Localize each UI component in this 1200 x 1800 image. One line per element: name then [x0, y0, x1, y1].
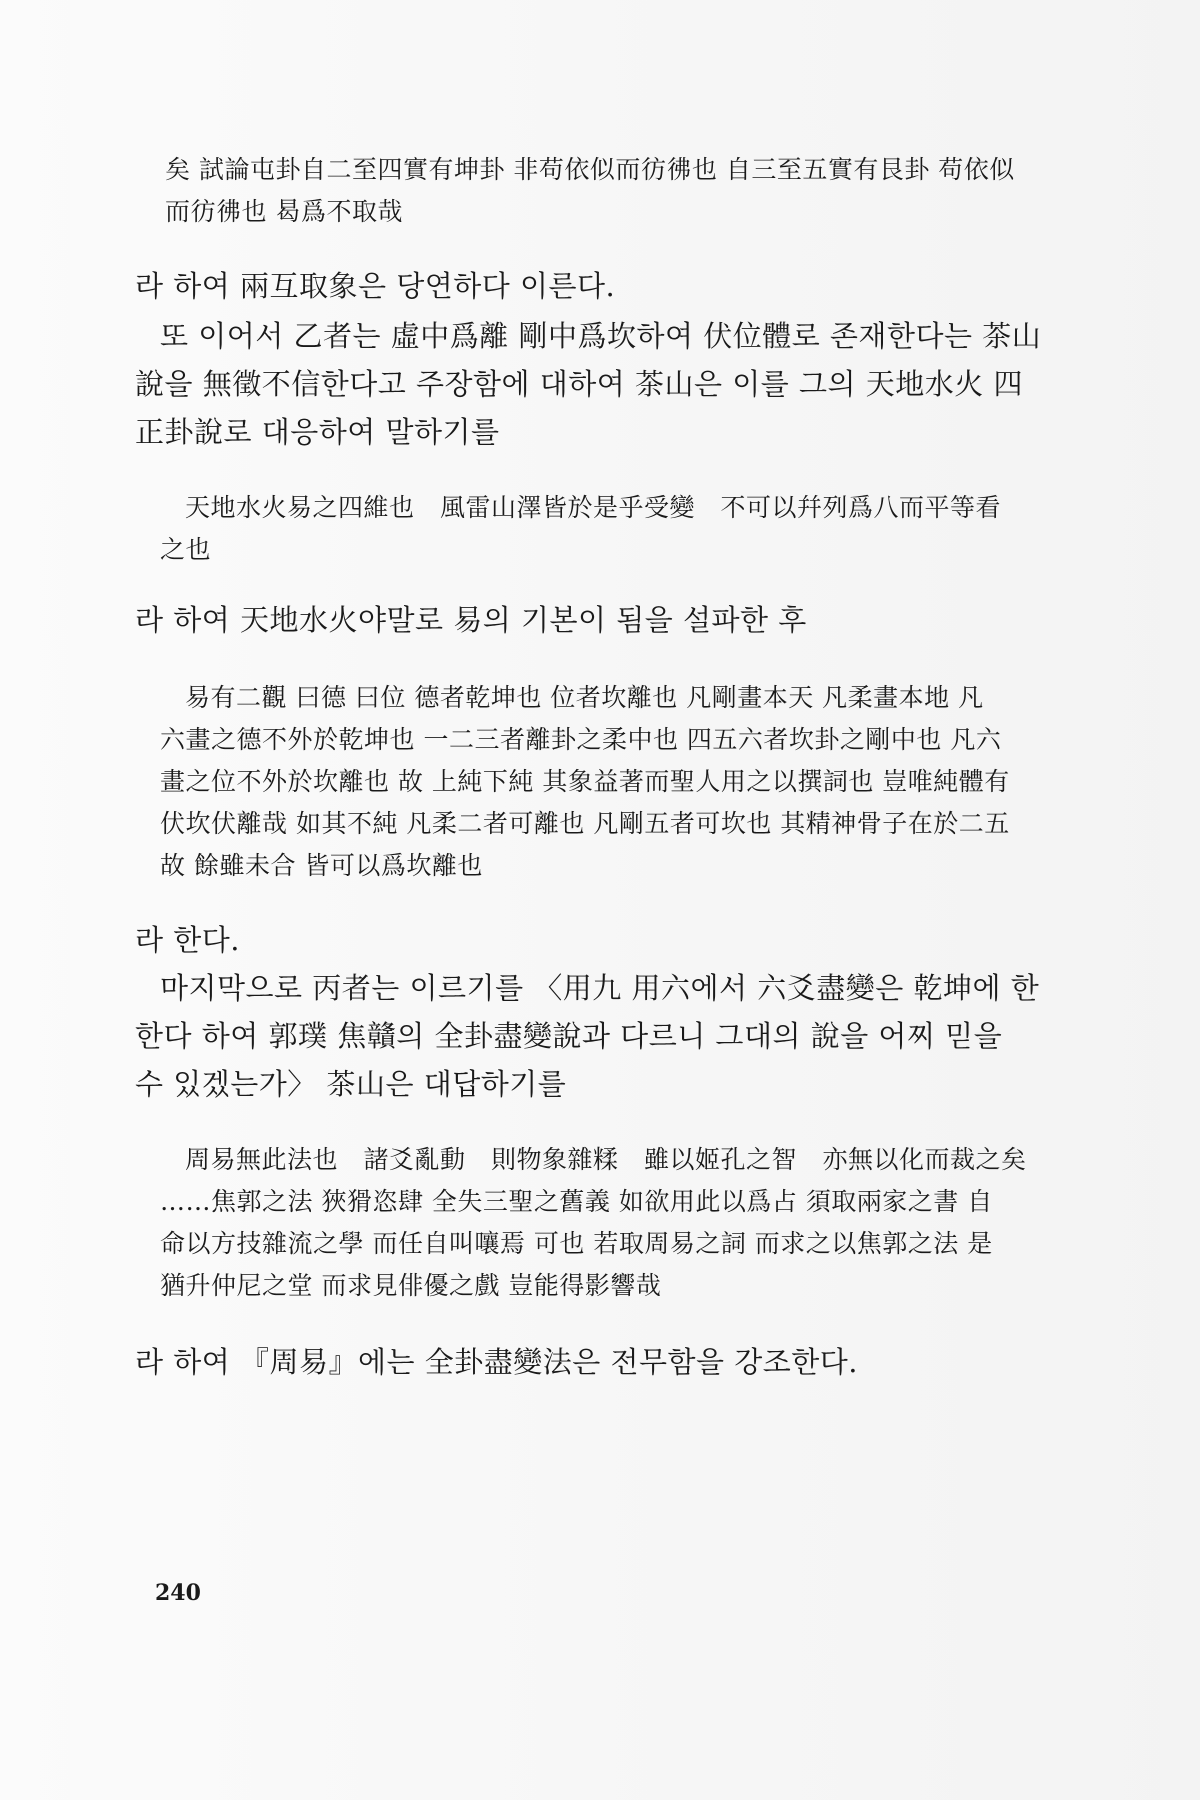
quote-line: 猶升仲尼之堂 而求見俳優之戲 豈能得影響哉 — [160, 1271, 662, 1300]
body-line: 수 있겠는가〉 茶山은 대답하기를 — [135, 1067, 567, 1101]
body-line: 라 하여 天地水火야말로 易의 기본이 됨을 설파한 후 — [135, 603, 807, 637]
body-line: 라 한다. — [135, 923, 240, 957]
body-line: 正卦說로 대응하여 말하기를 — [135, 415, 500, 449]
quote-line: 命以方技雜流之學 而任自叫嚷焉 可也 若取周易之詞 而求之以焦郭之法 是 — [160, 1229, 993, 1258]
quote-line: 天地水火易之四維也 風雷山澤皆於是乎受變 不可以幷列爲八而平等看 — [185, 493, 1002, 522]
body-line: 라 하여 兩互取象은 당연하다 이른다. — [135, 269, 616, 303]
page-number: 240 — [155, 1580, 201, 1606]
quote-line: 六畫之德不外於乾坤也 一二三者離卦之柔中也 四五六者坎卦之剛中也 凡六 — [160, 725, 1002, 754]
body-line: 마지막으로 丙者는 이르기를 〈用九 用六에서 六爻盡變은 乾坤에 한 — [160, 971, 1040, 1005]
quote-line: 伏坎伏離哉 如其不純 凡柔二者可離也 凡剛五者可坎也 其精神骨子在於二五 — [160, 809, 1010, 838]
quote-line: 故 餘雖未合 皆可以爲坎離也 — [160, 851, 483, 880]
quote-line: 畫之位不外於坎離也 故 上純下純 其象益著而聖人用之以撰詞也 豈唯純體有 — [160, 767, 1010, 796]
quote-line: 之也 — [160, 535, 212, 564]
quote-line: 易有二觀 曰德 曰位 德者乾坤也 位者坎離也 凡剛畫本天 凡柔畫本地 凡 — [185, 683, 984, 712]
body-line: 說을 無徵不信한다고 주장함에 대하여 茶山은 이를 그의 天地水火 四 — [135, 367, 1023, 401]
quote-line: 矣 試論屯卦自二至四實有坤卦 非苟依似而彷彿也 自三至五實有艮卦 苟依似 — [165, 155, 1015, 184]
body-line: 또 이어서 乙者는 虛中爲離 剛中爲坎하여 伏位體로 존재한다는 茶山 — [160, 319, 1042, 353]
quote-line: 而彷彿也 曷爲不取哉 — [165, 197, 403, 226]
body-line: 라 하여 『周易』에는 全卦盡變法은 전무함을 강조한다. — [135, 1345, 859, 1379]
quote-line: 周易無此法也 諸爻亂動 則物象雜糅 雖以姬孔之智 亦無以化而裁之矣 — [185, 1145, 1027, 1174]
body-line: 한다 하여 郭璞 焦贛의 全卦盡變說과 다르니 그대의 說을 어찌 믿을 — [135, 1019, 1003, 1053]
quote-line: ……焦郭之法 狹猾恣肆 全失三聖之舊義 如欲用此以爲占 須取兩家之書 自 — [160, 1187, 993, 1216]
